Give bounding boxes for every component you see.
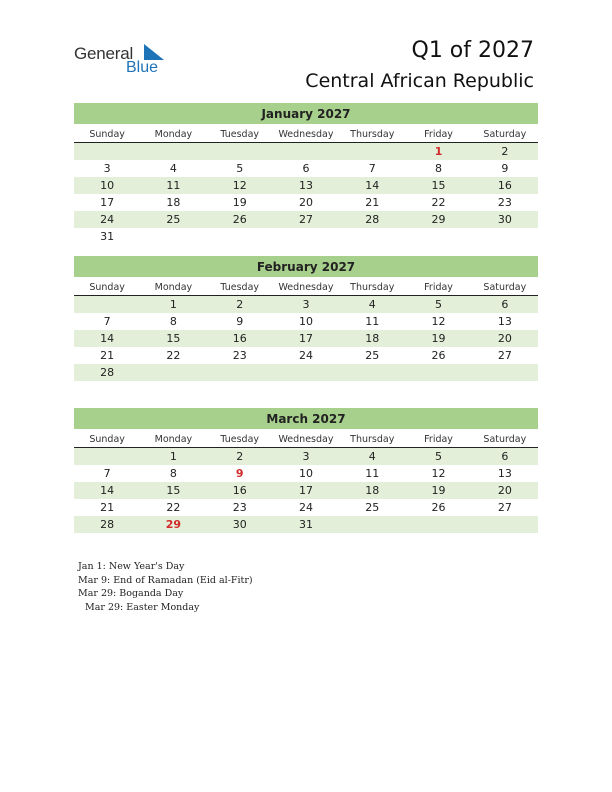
- day-cell: 1: [169, 298, 177, 311]
- day-cell: 9: [236, 315, 244, 328]
- day-cell: 10: [298, 467, 313, 480]
- day-cell: 23: [232, 501, 247, 514]
- weekday-header-row: [74, 126, 538, 143]
- week-row: [74, 482, 538, 499]
- month-header: January 2027: [74, 103, 538, 124]
- week-row: [74, 194, 538, 211]
- day-cell: 30: [497, 213, 512, 226]
- weekday-label: Sunday: [89, 433, 125, 445]
- day-cell: 12: [431, 315, 446, 328]
- day-cell: 8: [169, 315, 177, 328]
- day-cell: 20: [497, 332, 512, 345]
- day-cell: 26: [431, 501, 446, 514]
- day-cell: 17: [100, 196, 115, 209]
- day-cell: 31: [100, 230, 115, 243]
- day-cell: 8: [435, 162, 443, 175]
- weekday-label: Saturday: [483, 433, 527, 445]
- day-cell: 2: [501, 145, 509, 158]
- weekday-label: Friday: [424, 281, 453, 293]
- holiday-note: Jan 1: New Year's Day: [78, 561, 185, 572]
- day-cell: 7: [368, 162, 376, 175]
- day-cell: 28: [365, 213, 380, 226]
- day-cell: 28: [100, 518, 115, 531]
- weekday-label: Friday: [424, 128, 453, 140]
- day-cell: 27: [497, 501, 512, 514]
- weekday-label: Tuesday: [220, 433, 260, 445]
- day-cell: 18: [365, 484, 380, 497]
- week-row: [74, 177, 538, 194]
- logo-word-general: General: [74, 44, 134, 63]
- weekday-label: Saturday: [483, 128, 527, 140]
- day-cell: 26: [232, 213, 247, 226]
- day-cell: 2: [236, 298, 244, 311]
- page-subtitle: Central African Republic: [305, 70, 534, 92]
- weekday-label: Sunday: [89, 128, 125, 140]
- day-cell: 6: [501, 450, 509, 463]
- weekday-header-row: [74, 431, 538, 448]
- day-cell: 2: [236, 450, 244, 463]
- day-cell: 9: [501, 162, 509, 175]
- week-row: [74, 465, 538, 482]
- day-cell: 6: [501, 298, 509, 311]
- weekday-label: Monday: [154, 433, 193, 445]
- day-cell: 11: [365, 467, 380, 480]
- day-cell: 21: [100, 349, 115, 362]
- day-cell: 13: [298, 179, 313, 192]
- logo-triangle-icon: [142, 44, 164, 60]
- week-row: [74, 313, 538, 330]
- day-cell: 3: [103, 162, 111, 175]
- week-row: [74, 228, 538, 245]
- day-cell: 21: [365, 196, 380, 209]
- day-cell: 14: [100, 484, 115, 497]
- weekday-label: Friday: [424, 433, 453, 445]
- day-cell: 17: [298, 484, 313, 497]
- day-cell: 24: [100, 213, 115, 226]
- day-cell: 20: [497, 484, 512, 497]
- day-cell: 14: [100, 332, 115, 345]
- day-cell: 25: [166, 213, 181, 226]
- day-cell: 24: [298, 349, 313, 362]
- day-cell: 27: [298, 213, 313, 226]
- holiday-day-cell: 29: [165, 518, 182, 531]
- day-cell: 20: [298, 196, 313, 209]
- week-row: [74, 160, 538, 177]
- month-calendar-march: [74, 408, 538, 533]
- day-cell: 28: [100, 366, 115, 379]
- day-cell: 13: [497, 315, 512, 328]
- day-cell: 31: [298, 518, 313, 531]
- holiday-note: Mar 29: Easter Monday: [85, 601, 200, 613]
- day-cell: 30: [232, 518, 247, 531]
- day-cell: 23: [497, 196, 512, 209]
- day-cell: 17: [298, 332, 313, 345]
- weekday-label: Wednesday: [278, 433, 334, 445]
- day-cell: 11: [365, 315, 380, 328]
- day-cell: 7: [103, 467, 111, 480]
- week-row: [74, 211, 538, 228]
- holiday-note: Mar 9: End of Ramadan (Eid al-Fitr): [78, 574, 253, 586]
- day-cell: 22: [166, 501, 181, 514]
- day-cell: 12: [232, 179, 247, 192]
- weekday-label: Thursday: [350, 128, 395, 140]
- week-row: [74, 516, 538, 533]
- page-title: Q1 of 2027: [411, 38, 534, 63]
- day-cell: 29: [431, 213, 446, 226]
- weekday-label: Wednesday: [278, 128, 334, 140]
- day-cell: 12: [431, 467, 446, 480]
- day-cell: 19: [431, 332, 446, 345]
- holiday-notes: [78, 560, 253, 614]
- weekday-label: Wednesday: [278, 281, 334, 293]
- day-cell: 3: [302, 450, 310, 463]
- week-row: [74, 364, 538, 381]
- week-row: [74, 296, 538, 313]
- weekday-label: Thursday: [350, 281, 395, 293]
- month-calendar-january: [74, 103, 538, 245]
- weekday-label: Tuesday: [220, 128, 260, 140]
- day-cell: 26: [431, 349, 446, 362]
- day-cell: 18: [365, 332, 380, 345]
- day-cell: 11: [166, 179, 181, 192]
- week-row: [74, 499, 538, 516]
- day-cell: 6: [302, 162, 310, 175]
- day-cell: 24: [298, 501, 313, 514]
- day-cell: 18: [166, 196, 181, 209]
- month-calendar-february: [74, 256, 538, 381]
- day-cell: 15: [431, 179, 446, 192]
- month-header: March 2027: [74, 408, 538, 429]
- weekday-header-row: [74, 279, 538, 296]
- day-cell: 19: [431, 484, 446, 497]
- day-cell: 5: [435, 298, 443, 311]
- weekday-label: Saturday: [483, 281, 527, 293]
- week-row: [74, 448, 538, 465]
- day-cell: 1: [169, 450, 177, 463]
- day-cell: 25: [365, 501, 380, 514]
- day-cell: 13: [497, 467, 512, 480]
- holiday-day-cell: 1: [434, 145, 443, 158]
- day-cell: 4: [368, 450, 376, 463]
- holiday-day-cell: 9: [235, 467, 244, 480]
- month-header: February 2027: [74, 256, 538, 277]
- day-cell: 16: [232, 332, 247, 345]
- day-cell: 10: [100, 179, 115, 192]
- day-cell: 25: [365, 349, 380, 362]
- day-cell: 23: [232, 349, 247, 362]
- day-cell: 22: [431, 196, 446, 209]
- day-cell: 8: [169, 467, 177, 480]
- weekday-label: Monday: [154, 128, 193, 140]
- day-cell: 22: [166, 349, 181, 362]
- day-cell: 14: [365, 179, 380, 192]
- day-cell: 3: [302, 298, 310, 311]
- weekday-label: Sunday: [89, 281, 125, 293]
- holiday-note: Mar 29: Boganda Day: [78, 588, 184, 599]
- day-cell: 21: [100, 501, 115, 514]
- week-row: [74, 330, 538, 347]
- day-cell: 15: [166, 484, 181, 497]
- weekday-label: Thursday: [350, 433, 395, 445]
- logo: [74, 44, 184, 80]
- day-cell: 5: [435, 450, 443, 463]
- day-cell: 5: [236, 162, 244, 175]
- week-row: [74, 347, 538, 364]
- day-cell: 16: [497, 179, 512, 192]
- weekday-label: Tuesday: [220, 281, 260, 293]
- day-cell: 10: [298, 315, 313, 328]
- day-cell: 16: [232, 484, 247, 497]
- day-cell: 15: [166, 332, 181, 345]
- day-cell: 19: [232, 196, 247, 209]
- day-cell: 4: [368, 298, 376, 311]
- logo-word-blue: Blue: [126, 59, 159, 76]
- day-cell: 7: [103, 315, 111, 328]
- weekday-label: Monday: [154, 281, 193, 293]
- week-row: [74, 143, 538, 160]
- day-cell: 4: [169, 162, 177, 175]
- day-cell: 27: [497, 349, 512, 362]
